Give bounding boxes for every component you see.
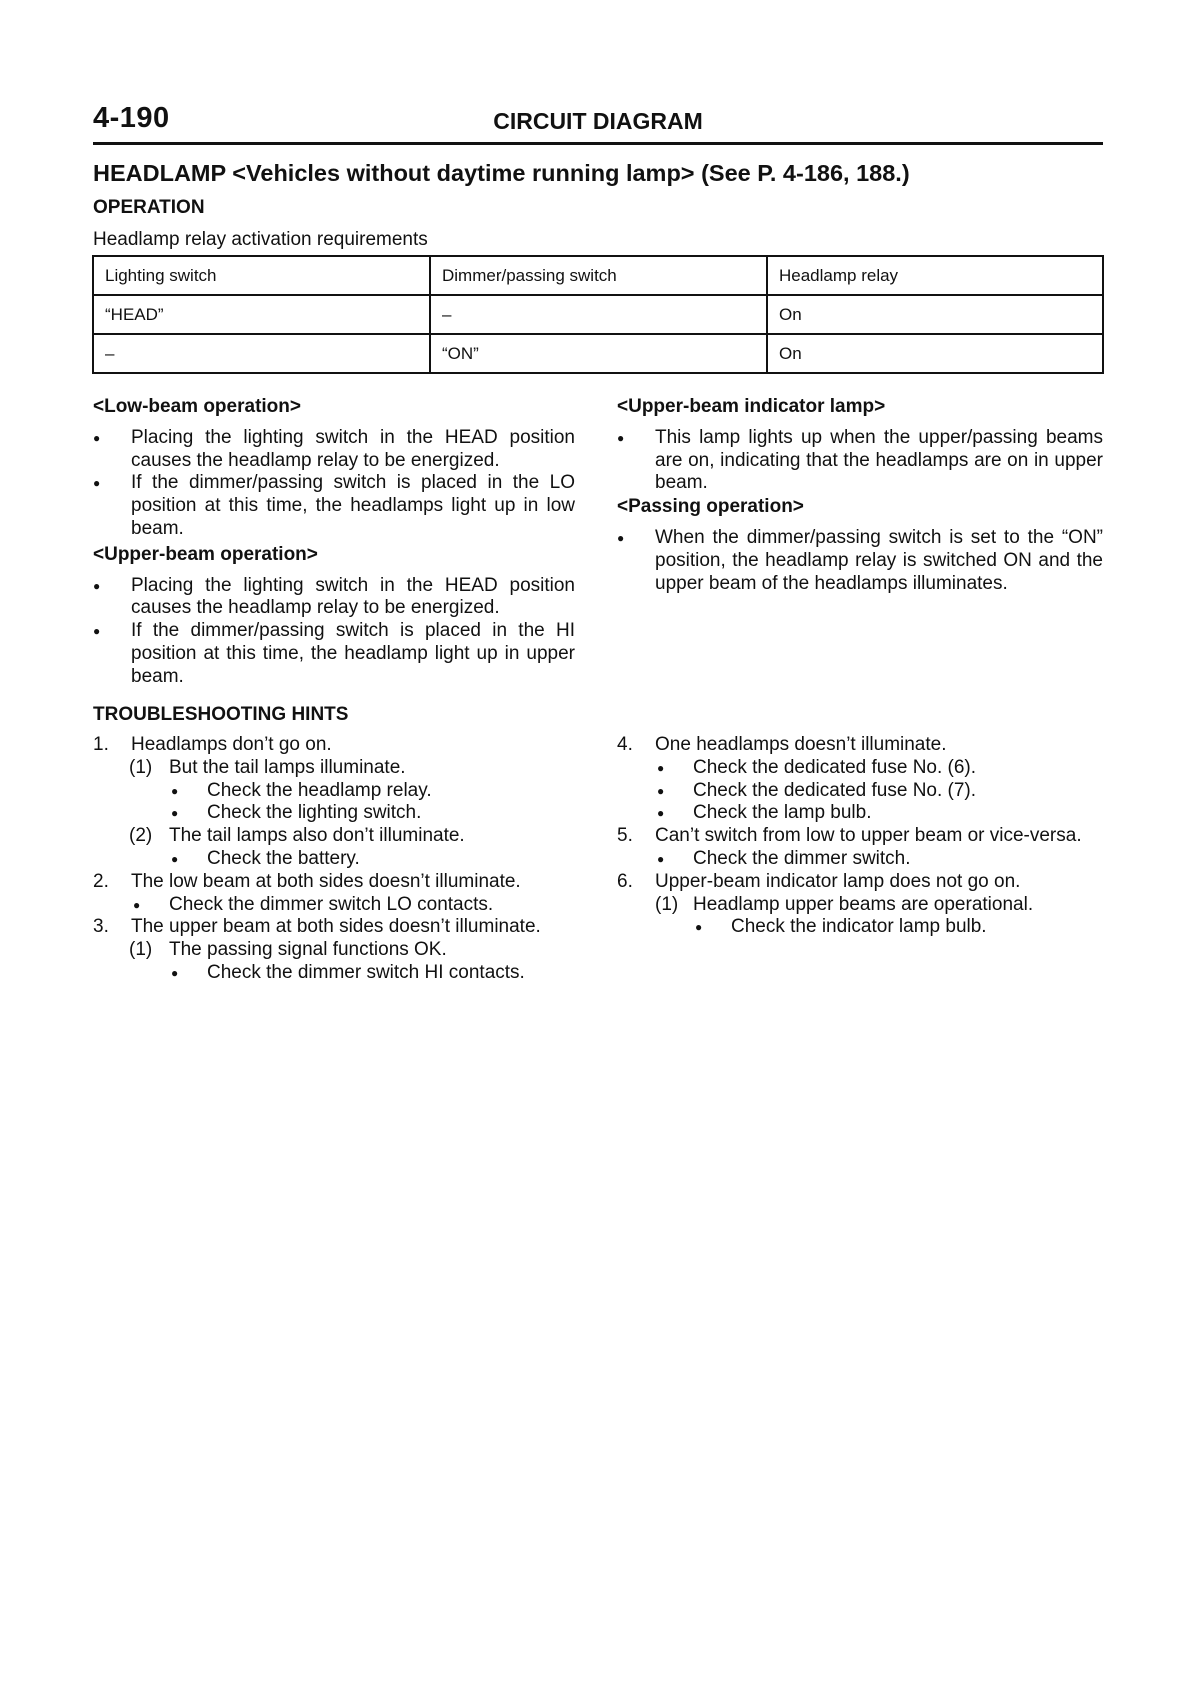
bullet-dot: ● [171, 851, 179, 866]
relay-requirements-table [92, 255, 1104, 374]
list-item [93, 757, 575, 780]
list-item [93, 916, 575, 939]
operation-heading: OPERATION [93, 197, 205, 218]
bullet-item: ● Placing the lighting switch in the HEAD position causes the headlamp relay to be energized. [93, 427, 575, 473]
bullet-item: ● When the dimmer/passing switch is set to the “ON” position, the headlamp relay is switched ON and the upper beam of the headlamps illuminates. [617, 527, 1103, 595]
table-cell: – [430, 295, 767, 334]
table-row [93, 334, 1103, 373]
operation-right-column [617, 396, 1103, 595]
low-beam-heading: <Low-beam operation> [93, 396, 301, 417]
bullet-dot: ● [171, 806, 179, 821]
troubleshooting-left-column [93, 734, 575, 985]
item-number: 3. [93, 916, 109, 938]
item-text: Check the dedicated fuse No. (6). [693, 756, 977, 778]
item-number: 4. [617, 734, 633, 755]
item-number: 5. [617, 825, 633, 847]
table-cell: – [93, 334, 430, 373]
item-number: (2) [129, 825, 153, 847]
item-text: Upper-beam indicator lamp does not go on. [655, 870, 1021, 892]
table-header-cell: Lighting switch [93, 256, 430, 295]
item-number: (1) [129, 756, 153, 778]
bullet-dot: ● [171, 783, 179, 798]
list-item [93, 871, 575, 894]
item-text: Check the lighting switch. [207, 802, 422, 824]
troubleshooting-right-column [617, 734, 1103, 939]
item-text: Check the headlamp relay. [207, 779, 432, 801]
item-text: Check the lamp bulb. [693, 802, 872, 824]
item-text: Headlamps don’t go on. [131, 734, 332, 755]
list-item [617, 871, 1103, 894]
list-item [617, 757, 1103, 780]
bullet-item: ● If the dimmer/passing switch is placed in the LO position at this time, the headlamps light up in low beam. [93, 472, 575, 540]
upper-beam-heading: <Upper-beam operation> [93, 543, 318, 565]
operation-left-column [93, 396, 575, 689]
list-item [93, 848, 575, 871]
list-item [617, 894, 1103, 917]
item-number: (1) [655, 893, 679, 915]
item-text: The tail lamps also don’t illuminate. [169, 825, 465, 847]
bullet-dot: ● [133, 897, 141, 912]
bullet-item: ● If the dimmer/passing switch is placed in the HI position at this time, the headlamp light up in upper beam. [93, 620, 575, 688]
table-cell: On [767, 334, 1103, 373]
list-item [93, 962, 575, 985]
list-item [617, 825, 1103, 848]
table-header-cell: Dimmer/passing switch [430, 256, 767, 295]
item-text: But the tail lamps illuminate. [169, 756, 406, 778]
item-number: 1. [93, 734, 109, 755]
list-item [93, 802, 575, 825]
item-number: (1) [129, 939, 153, 961]
table-header-cell: Headlamp relay [767, 256, 1103, 295]
item-text: Check the dimmer switch HI contacts. [207, 961, 525, 983]
item-text: Check the dedicated fuse No. (7). [693, 779, 977, 801]
bullet-dot: ● [657, 760, 665, 775]
item-text: The upper beam at both sides doesn’t illuminate. [131, 916, 541, 938]
item-text: Check the battery. [207, 847, 360, 869]
list-item [617, 780, 1103, 803]
page-number: 4-190 [93, 102, 170, 134]
page-header [93, 102, 1103, 145]
list-item [93, 734, 575, 757]
troubleshooting-heading: TROUBLESHOOTING HINTS [93, 704, 349, 725]
list-item [617, 734, 1103, 757]
list-item [93, 939, 575, 962]
bullet-dot: ● [657, 806, 665, 821]
list-item [93, 825, 575, 848]
bullet-dot: ● [657, 783, 665, 798]
page-title: HEADLAMP <Vehicles without daytime running lamp> (See P. 4-186, 188.) [93, 160, 910, 186]
indicator-heading: <Upper-beam indicator lamp> [617, 396, 886, 417]
item-text: The passing signal functions OK. [169, 939, 447, 961]
item-text: Check the dimmer switch. [693, 847, 911, 869]
list-item [93, 780, 575, 803]
bullet-item: ● This lamp lights up when the upper/passing beams are on, indicating that the headlamps are on in upper beam. [617, 427, 1103, 495]
list-item [617, 916, 1103, 939]
bullet-item: ● Placing the lighting switch in the HEAD position causes the headlamp relay to be energized. [93, 575, 575, 621]
item-text: The low beam at both sides doesn’t illuminate. [131, 870, 521, 892]
section-title: CIRCUIT DIAGRAM [493, 108, 703, 134]
item-number: 6. [617, 870, 633, 892]
bullet-dot: ● [657, 851, 665, 866]
item-text: Check the indicator lamp bulb. [731, 916, 987, 938]
table-caption: Headlamp relay activation requirements [93, 229, 428, 250]
bullet-dot: ● [171, 965, 179, 980]
table-cell: “ON” [430, 334, 767, 373]
item-text: Headlamp upper beams are operational. [693, 893, 1034, 915]
list-item [93, 894, 575, 917]
passing-heading: <Passing operation> [617, 496, 804, 518]
bullet-dot: ● [695, 920, 703, 935]
item-text: Check the dimmer switch LO contacts. [169, 893, 494, 915]
table-header-row [93, 256, 1103, 295]
item-text: Can’t switch from low to upper beam or vice-versa. [655, 825, 1082, 847]
list-item [617, 802, 1103, 825]
list-item [617, 848, 1103, 871]
item-text: One headlamps doesn’t illuminate. [655, 734, 947, 755]
table-cell: On [767, 295, 1103, 334]
table-cell: “HEAD” [93, 295, 430, 334]
item-number: 2. [93, 870, 109, 892]
table-row [93, 295, 1103, 334]
